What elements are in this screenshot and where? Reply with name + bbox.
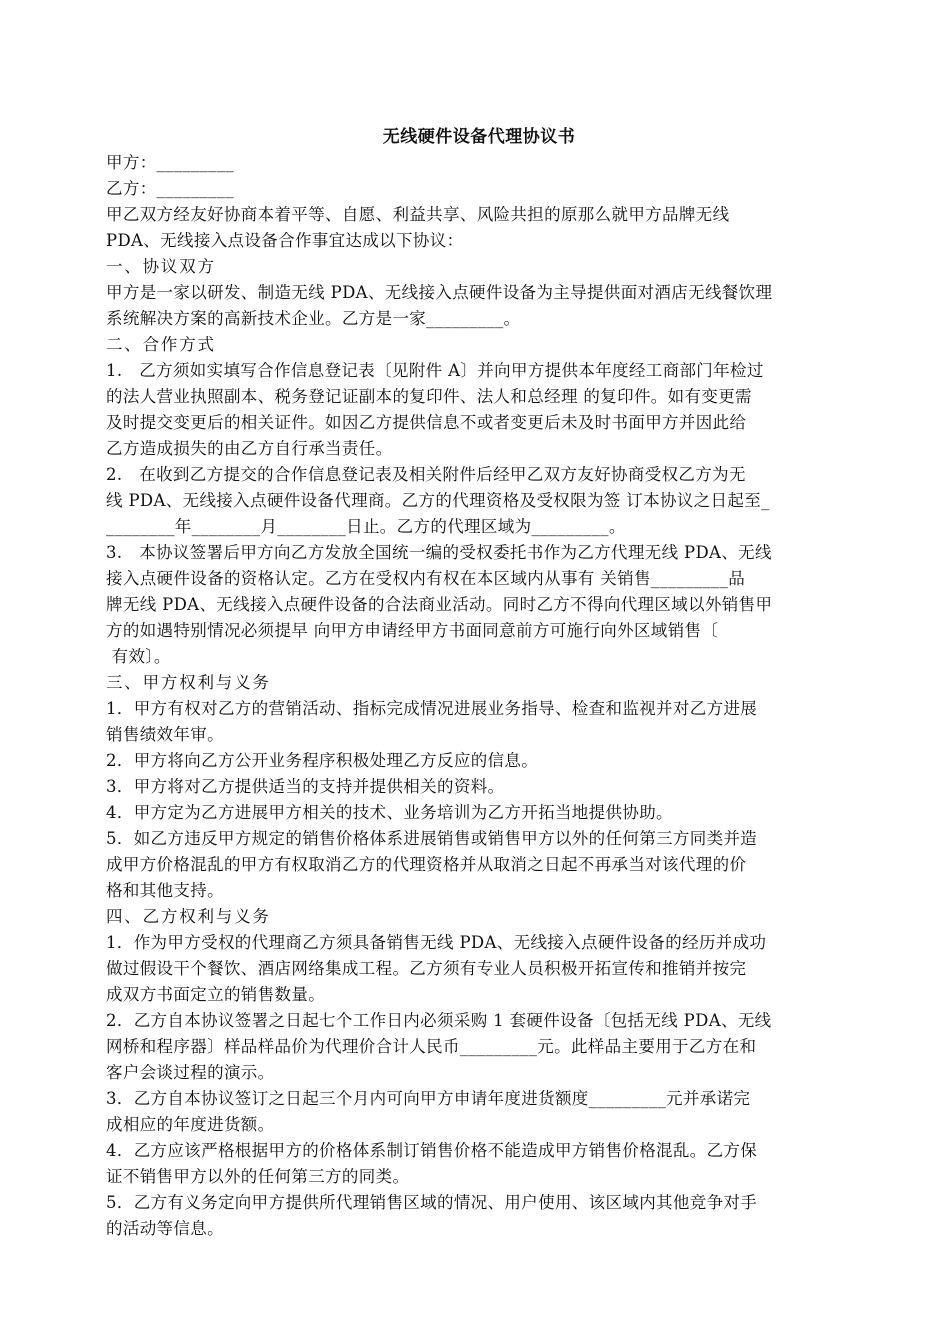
text-line: 甲方是一家以研发、制造无线 PDA、无线接入点硬件设备为主导提供面对酒店无线餐饮理 xyxy=(106,283,773,302)
text-line: 成相应的年度进货额。 xyxy=(106,1115,275,1134)
section-heading: 一、协议双方 xyxy=(106,257,216,276)
text-line: 格和其他支持。 xyxy=(106,881,224,900)
document-body xyxy=(106,150,850,1242)
text-line: 1．作为甲方受权的代理商乙方须具备销售无线 PDA、无线接入点硬件设备的经历并成功 xyxy=(106,933,767,952)
text-line: 的法人营业执照副本、税务登记证副本的复印件、法人和总经理 的复印件。如有变更需 xyxy=(106,387,752,406)
text-line: 4．甲方定为乙方进展甲方相关的技术、业务培训为乙方开拓当地提供协助。 xyxy=(106,803,673,822)
party-field-line: 甲方：_________ xyxy=(106,153,234,172)
text-line: 做过假设干个餐饮、酒店网络集成工程。乙方须有专业人员积极开拓宣传和推销并按完 xyxy=(106,959,747,978)
text-line: 5．如乙方违反甲方规定的销售价格体系进展销售或销售甲方以外的任何第三方同类并造 xyxy=(106,829,758,848)
text-line: 的活动等信息。 xyxy=(106,1219,224,1238)
text-line: 2．乙方自本协议签署之日起七个工作日内必须采购 1 套硬件设备〔包括无线 PDA、无线 xyxy=(106,1011,772,1030)
text-line: 接入点硬件设备的资格认定。乙方在受权内有权在本区域内从事有 关销售_________品 xyxy=(106,569,746,588)
document-page xyxy=(106,124,850,1242)
party-field-line: 乙方：_________ xyxy=(106,179,234,198)
text-line: 2. 在收到乙方提交的合作信息登记表及相关附件后经甲乙双方友好协商受权乙方为无 xyxy=(106,465,746,484)
text-line: PDA、无线接入点设备合作事宜达成以下协议： xyxy=(106,231,464,250)
text-line: 方的如遇特别情况必须提早 向甲方申请经甲方书面同意前方可施行向外区域销售〔 xyxy=(106,621,719,640)
text-line: 3．甲方将对乙方提供适当的支持并提供相关的资料。 xyxy=(106,777,505,796)
text-line: 3. 本协议签署后甲方向乙方发放全国统一编的受权委托书作为乙方代理无线 PDA、无线 xyxy=(106,543,772,562)
text-line: 客户会谈过程的演示。 xyxy=(106,1063,275,1082)
text-line: 线 PDA、无线接入点硬件设备代理商。乙方的代理资格及受权限为签 订本协议之日起至_ xyxy=(106,491,770,510)
section-heading: 二、合作方式 xyxy=(106,335,216,354)
text-line: 4．乙方应该严格根据甲方的价格体系制订销售价格不能造成甲方销售价格混乱。乙方保 xyxy=(106,1141,758,1160)
text-line: 及时提交变更后的相关证件。如因乙方提供信息不或者变更后未及时书面甲方并因此给 xyxy=(106,413,747,432)
text-line: 证不销售甲方以外的任何第三方的同类。 xyxy=(106,1167,410,1186)
text-line: 系统解决方案的高新技术企业。乙方是一家_________。 xyxy=(106,309,521,328)
text-line: 1．甲方有权对乙方的营销活动、指标完成情况进展业务指导、检查和监视并对乙方进展 xyxy=(106,699,758,718)
text-line: 甲乙双方经友好协商本着平等、自愿、利益共享、风险共担的原那么就甲方品牌无线 xyxy=(106,205,730,224)
text-line: 有效〕。 xyxy=(106,647,171,666)
text-line: ________年________月________日止。乙方的代理区域为_________。 xyxy=(106,517,626,536)
text-line: 2．甲方将向乙方公开业务程序积极处理乙方反应的信息。 xyxy=(106,751,539,770)
text-line: 网桥和程序器〕样品样品价为代理价合计人民币_________元。此样品主要用于乙方在和 xyxy=(106,1037,757,1056)
text-line: 销售绩效年审。 xyxy=(106,725,224,744)
section-heading: 四、乙方权利与义务 xyxy=(106,907,271,926)
text-line: 成双方书面定立的销售数量。 xyxy=(106,985,326,1004)
text-line: 成甲方价格混乱的甲方有权取消乙方的代理资格并从取消之日起不再承当对该代理的价 xyxy=(106,855,747,874)
text-line: 5．乙方有义务定向甲方提供所代理销售区域的情况、用户使用、该区域内其他竞争对手 xyxy=(106,1193,758,1212)
section-heading: 三、甲方权利与义务 xyxy=(106,673,271,692)
text-line: 乙方造成损失的由乙方自行承当责任。 xyxy=(106,439,393,458)
text-line: 3．乙方自本协议签订之日起三个月内可向甲方申请年度进货额度_________元并承诺完 xyxy=(106,1089,751,1108)
text-line: 1. 乙方须如实填写合作信息登记表〔见附件 A〕并向甲方提供本年度经工商部门年检过 xyxy=(106,361,764,380)
document-title: 无线硬件设备代理协议书 xyxy=(382,127,576,147)
text-line: 牌无线 PDA、无线接入点硬件设备的合法商业活动。同时乙方不得向代理区域以外销售甲 xyxy=(106,595,773,614)
